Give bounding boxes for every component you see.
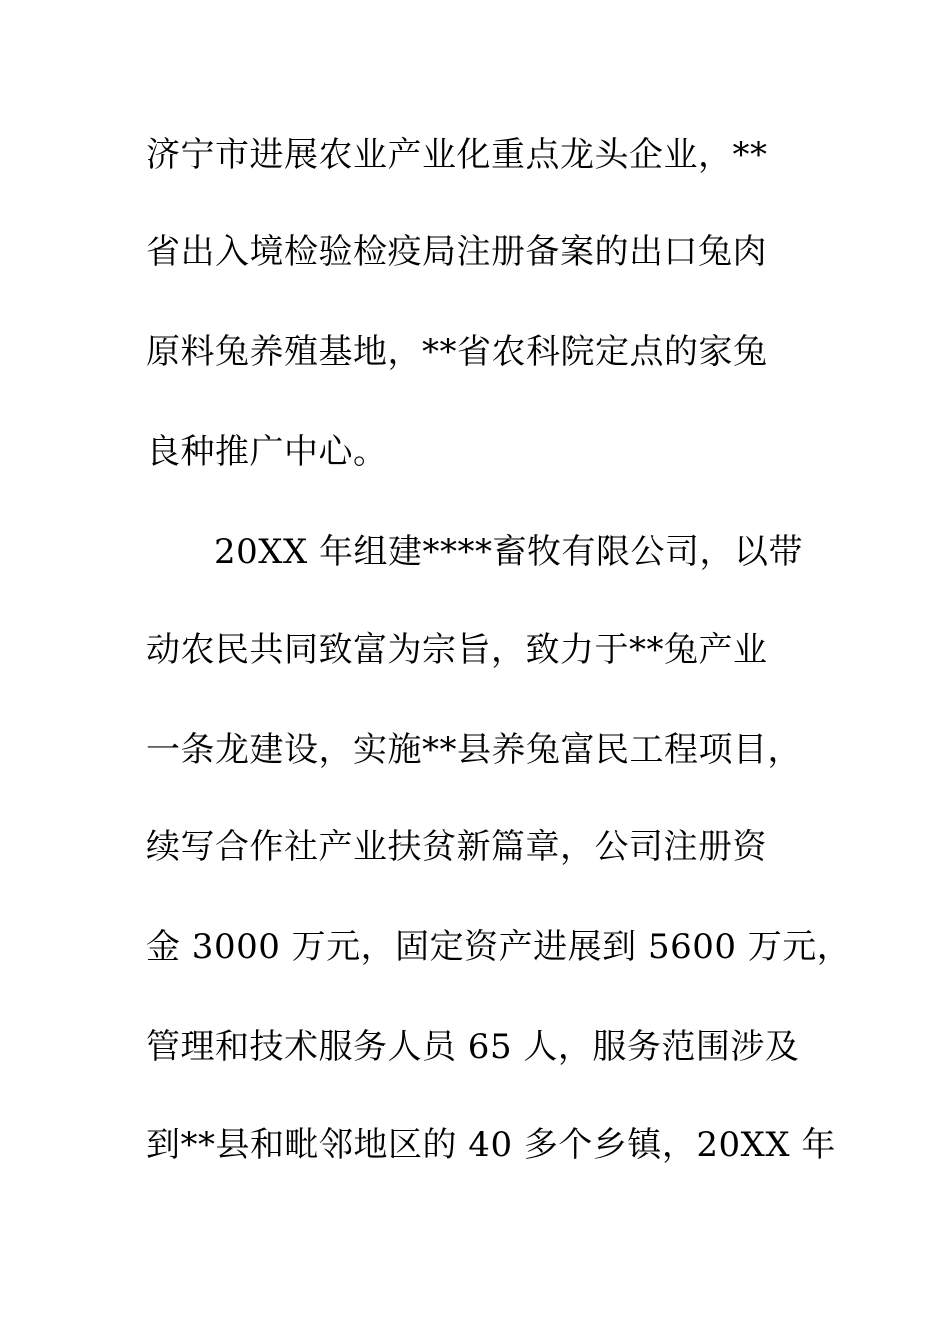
text-line-6: 动农民共同致富为宗旨，致力于**兔产业 [146, 630, 768, 670]
text-line-1: 济宁市进展农业产业化重点龙头企业，** [146, 135, 768, 175]
text-line-10: 管理和技术服务人员 65 人，服务范围涉及 [146, 1027, 800, 1067]
text-line-4: 良种推广中心。 [146, 432, 388, 472]
text-line-11: 到**县和毗邻地区的 40 多个乡镇，20XX 年 [146, 1125, 836, 1165]
text-line-7: 一条龙建设，实施**县养兔富民工程项目， [146, 730, 802, 770]
text-line-9: 金 3000 万元，固定资产进展到 5600 万元， [146, 927, 852, 967]
text-line-5: 20XX 年组建****畜牧有限公司，以带 [214, 532, 803, 572]
text-line-2: 省出入境检验检疫局注册备案的出口兔肉 [146, 232, 767, 272]
text-line-8: 续写合作社产业扶贫新篇章，公司注册资 [146, 827, 767, 867]
text-line-3: 原料兔养殖基地，**省农科院定点的家兔 [146, 332, 768, 372]
